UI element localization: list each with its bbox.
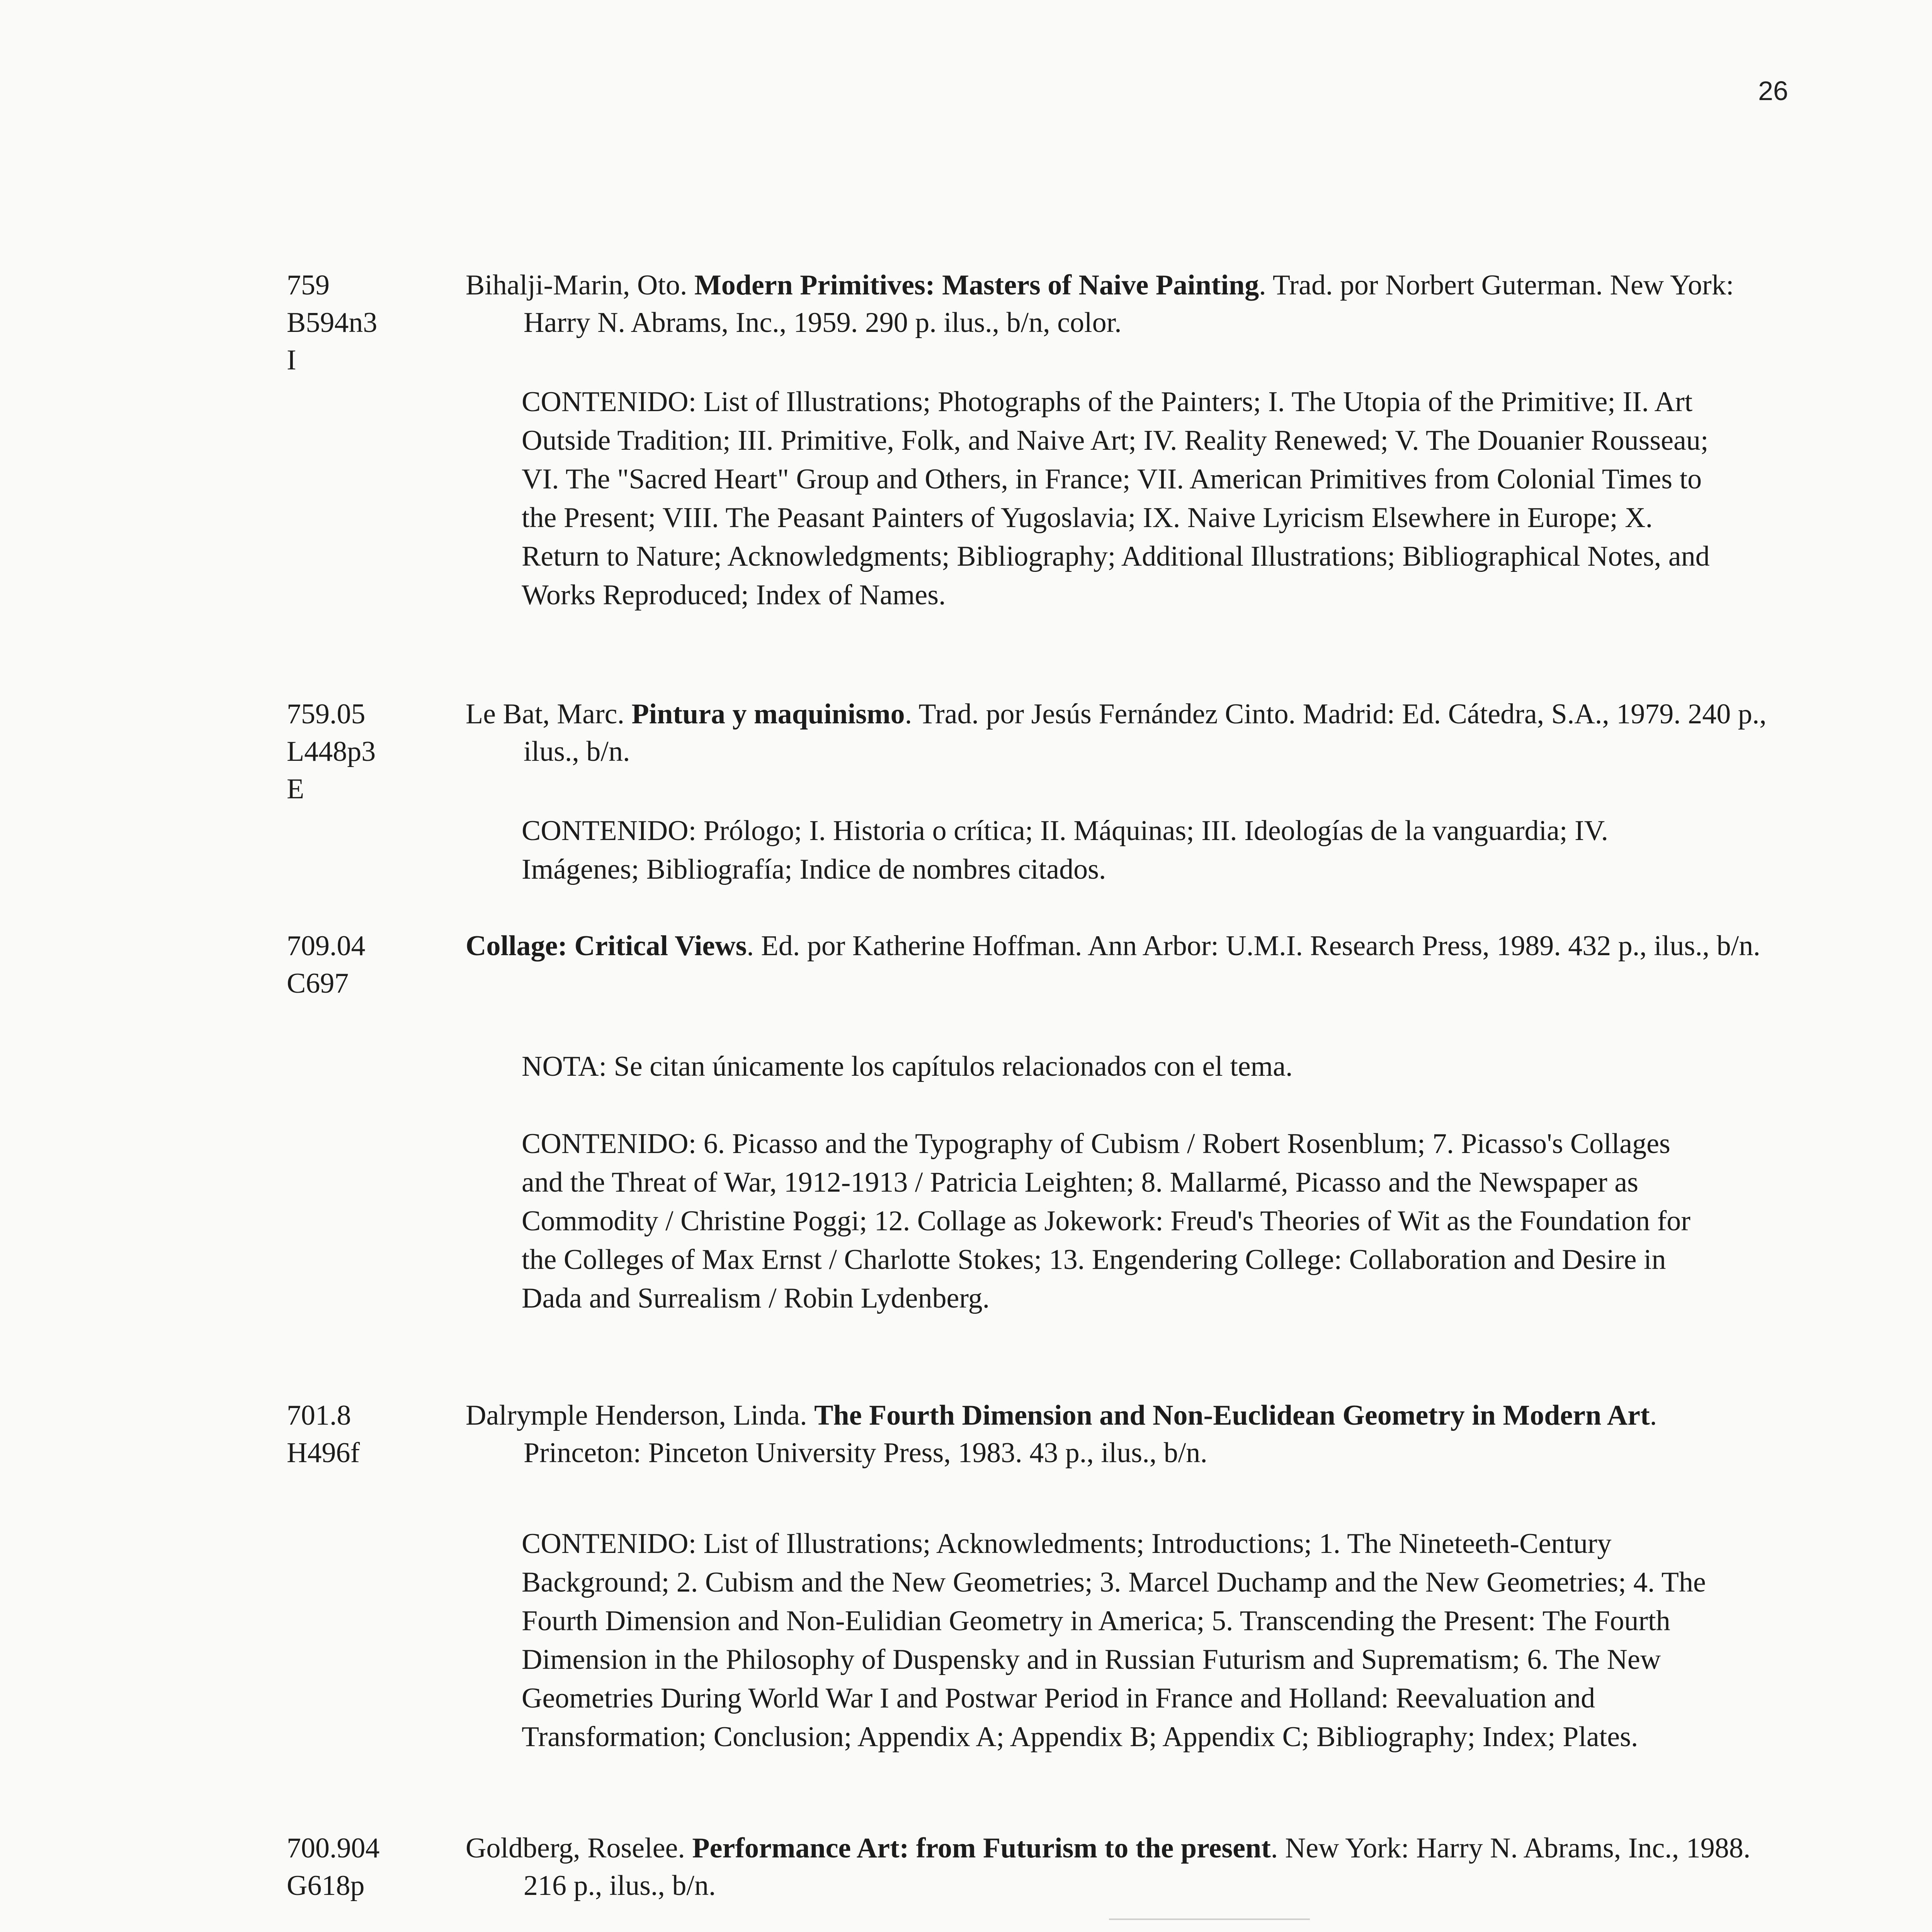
call-number-line: C697 [287,968,349,999]
book-title: Collage: Critical Views [466,930,747,962]
call-number [287,927,366,1002]
call-number-line: 759 [287,269,330,301]
citation [466,696,1772,770]
call-number-line: 709.04 [287,930,366,962]
call-number-line: G618p [287,1870,365,1901]
publication-info: . Trad. por Norbert Guterman. New York: Harry N. Abrams, Inc., 1959. 290 p. ilus., b/n, color. [524,269,1734,338]
call-number-line: 759.05 [287,698,366,730]
citation [466,1830,1772,1905]
publication-info: . Ed. por Katherine Hoffman. Ann Arbor: U.M.I. Research Press, 1989. 432 p., ilus., b/n. [747,930,1760,962]
author: Bihalji-Marin, Oto. [466,269,687,301]
note-paragraph: NOTA: Se citan únicamente los capítulos relacionados con el tema. [522,1051,1293,1082]
publication-info: . Princeton: Pinceton University Press, 1983. 43 p., ilus., b/n. [524,1400,1657,1469]
contents-paragraph: CONTENIDO: Prólogo; I. Historia o crítica; II. Máquinas; III. Ideologías de la vanguardia; IV. Imágenes; Bibliografía; Indice de nombres citados. [522,815,1608,885]
call-number [287,696,376,808]
citation [466,267,1772,342]
scan-mark [1109,1918,1310,1920]
publication-info: . Trad. por Jesús Fernández Cinto. Madrid: Ed. Cátedra, S.A., 1979. 240 p., ilus., b/n. [524,698,1767,767]
call-number [287,1830,380,1905]
call-number-line: B594n3 [287,307,378,338]
call-number [287,1397,360,1472]
call-number-line: 701.8 [287,1400,351,1431]
book-title: Pintura y maquinismo [631,698,905,730]
contents-paragraph: CONTENIDO: List of Illustrations; Photographs of the Painters; I. The Utopia of the Primitive; II. Art Outside Tradition; III. Primitive, Folk, and Naive Art; IV. Reality Renewed; V. The Douanier Rousseau; VI. The "Sacred Heart" Group and Others, in France; VII. American Primitives from Colonial Times to the Present; VIII. The Peasant Painters of Yugoslavia; IX. Naive Lyricism Elsewhere in Europe; X. Return to Nature; Acknowledgments; Bibliography; Additional Illustrations; Bibliographical Notes, and Works Reproduced; Index of Names. [522,386,1710,611]
call-number-line: 700.904 [287,1832,380,1864]
book-title: The Fourth Dimension and Non-Euclidean Geometry in Modern Art [814,1400,1650,1431]
citation [466,927,1772,965]
book-title: Performance Art: from Futurism to the present [692,1832,1271,1864]
author: Goldberg, Roselee. [466,1832,685,1864]
citation [466,1397,1772,1472]
call-number-line: I [287,344,296,376]
call-number-line: H496f [287,1437,360,1469]
contents-paragraph: CONTENIDO: List of Illustrations; Acknowledments; Introductions; 1. The Nineteeth-Century Background; 2. Cubism and the New Geometries; 3. Marcel Duchamp and the New Geometries; 4. The Fourth Dimension and Non-Eulidian Geometry in America; 5. Transcending the Present: The Fourth Dimension in the Philosophy of Duspensky and in Russian Futurism and Suprematism; 6. The New Geometries During World War I and Postwar Period in France and Holland: Reevaluation and Transformation; Conclusion; Appendix A; Appendix B; Appendix C; Bibliography; Index; Plates. [522,1528,1706,1753]
author: Dalrymple Henderson, Linda. [466,1400,807,1431]
call-number-line: E [287,773,304,805]
book-title: Modern Primitives: Masters of Naive Painting [694,269,1259,301]
publication-info: . New York: Harry N. Abrams, Inc., 1988. 216 p., ilus., b/n. [524,1832,1751,1901]
call-number [287,267,377,379]
contents-paragraph: CONTENIDO: 6. Picasso and the Typography of Cubism / Robert Rosenblum; 7. Picasso's Collages and the Threat of War, 1912-1913 / Patricia Leighten; 8. Mallarmé, Picasso and the Newspaper as Commodity / Christine Poggi; 12. Collage as Jokework: Freud's Theories of Wit as the Foundation for the Colleges of Max Ernst / Charlotte Stokes; 13. Engendering College: Collaboration and Desire in Dada and Surrealism / Robin Lydenberg. [522,1128,1690,1314]
page-number: 26 [1758,76,1788,106]
author: Le Bat, Marc. [466,698,624,730]
call-number-line: L448p3 [287,736,376,767]
